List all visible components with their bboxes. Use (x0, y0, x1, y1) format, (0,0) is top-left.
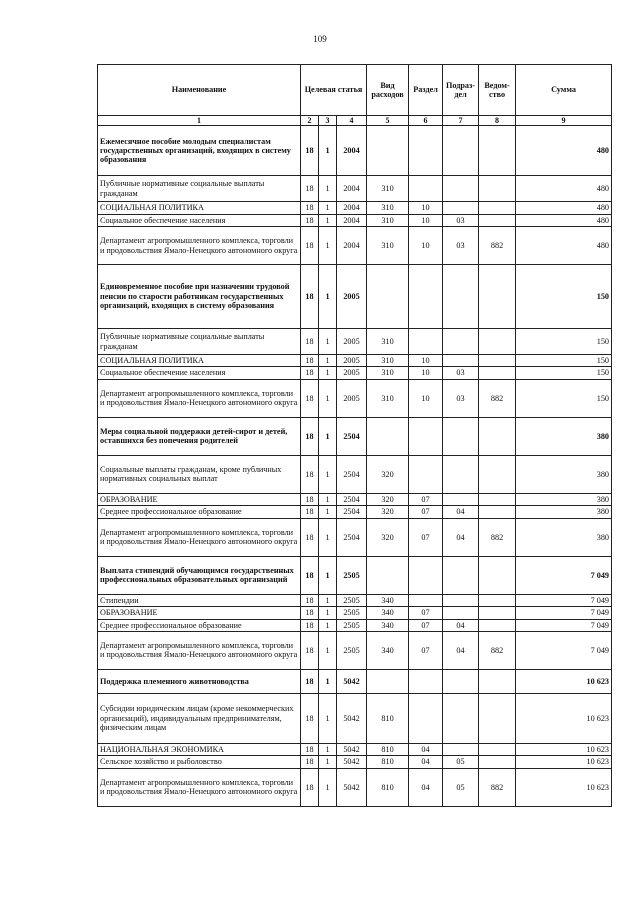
cell-expense-type: 320 (367, 506, 409, 518)
header-section: Раздел (409, 65, 443, 116)
cell-name: Поддержка племенного животноводства (98, 669, 301, 693)
cell-expense-type: 340 (367, 619, 409, 631)
cell-section: 04 (409, 743, 443, 755)
cell-target-program: 18 (301, 631, 319, 669)
cell-department: 882 (479, 768, 516, 806)
cell-sum: 7 049 (516, 594, 612, 606)
cell-expense-type (367, 556, 409, 594)
cell-target-code: 2505 (337, 631, 367, 669)
cell-subsection: 04 (443, 506, 479, 518)
cell-department (479, 214, 516, 226)
cell-target-program: 18 (301, 669, 319, 693)
cell-department: 882 (479, 518, 516, 556)
cell-sum: 10 623 (516, 768, 612, 806)
column-numbers-row (98, 116, 612, 126)
table-row (98, 176, 612, 202)
cell-department (479, 202, 516, 214)
cell-name: Субсидии юридическим лицам (кроме некоммерческих организаций), индивидуальным предпринимателям, физическим лицам (98, 693, 301, 743)
cell-sum: 480 (516, 227, 612, 265)
cell-target-code: 5042 (337, 743, 367, 755)
cell-sum: 7 049 (516, 619, 612, 631)
cell-sum: 480 (516, 202, 612, 214)
cell-name: Социальные выплаты гражданам, кроме публичных нормативных социальных выплат (98, 455, 301, 493)
table-row (98, 202, 612, 214)
cell-department (479, 743, 516, 755)
table-row (98, 743, 612, 755)
cell-expense-type: 310 (367, 355, 409, 367)
cell-target-code: 2004 (337, 126, 367, 176)
cell-expense-type: 340 (367, 631, 409, 669)
cell-sum: 10 623 (516, 743, 612, 755)
cell-target-subprogram: 1 (319, 768, 337, 806)
cell-sum: 150 (516, 355, 612, 367)
cell-sum: 380 (516, 506, 612, 518)
cell-subsection: 03 (443, 214, 479, 226)
cell-section: 04 (409, 768, 443, 806)
table-row (98, 329, 612, 355)
cell-target-code: 2005 (337, 329, 367, 355)
cell-sum: 380 (516, 455, 612, 493)
cell-name: Ежемесячное пособие молодым специалистам государственных организаций, входящих в систему образования (98, 126, 301, 176)
cell-expense-type: 320 (367, 455, 409, 493)
cell-department (479, 556, 516, 594)
cell-target-subprogram: 1 (319, 669, 337, 693)
cell-subsection (443, 176, 479, 202)
cell-target-code: 2005 (337, 265, 367, 329)
header-subsection: Подраз-дел (443, 65, 479, 116)
column-number: 6 (409, 116, 443, 126)
cell-target-program: 18 (301, 607, 319, 619)
cell-section: 07 (409, 607, 443, 619)
cell-target-code: 2504 (337, 506, 367, 518)
cell-sum: 480 (516, 126, 612, 176)
header-department: Ведом-ство (479, 65, 516, 116)
cell-target-code: 2004 (337, 214, 367, 226)
cell-expense-type: 810 (367, 768, 409, 806)
header-sum: Сумма (516, 65, 612, 116)
cell-department (479, 367, 516, 379)
cell-name: ОБРАЗОВАНИЕ (98, 607, 301, 619)
cell-name: Социальное обеспечение населения (98, 214, 301, 226)
cell-target-program: 18 (301, 619, 319, 631)
cell-sum: 150 (516, 379, 612, 417)
table-row (98, 355, 612, 367)
cell-department (479, 417, 516, 455)
cell-sum: 480 (516, 214, 612, 226)
cell-name: Сельское хозяйство и рыболовство (98, 756, 301, 768)
table-row (98, 631, 612, 669)
cell-target-code: 5042 (337, 693, 367, 743)
cell-department (479, 455, 516, 493)
cell-target-program: 18 (301, 126, 319, 176)
cell-department (479, 265, 516, 329)
cell-expense-type: 810 (367, 693, 409, 743)
cell-department (479, 126, 516, 176)
column-number: 3 (319, 116, 337, 126)
table-row (98, 693, 612, 743)
cell-section (409, 126, 443, 176)
cell-expense-type: 340 (367, 594, 409, 606)
cell-name: НАЦИОНАЛЬНАЯ ЭКОНОМИКА (98, 743, 301, 755)
cell-department: 882 (479, 227, 516, 265)
column-number: 9 (516, 116, 612, 126)
cell-subsection (443, 355, 479, 367)
header-name: Наименование (98, 65, 301, 116)
cell-target-subprogram: 1 (319, 329, 337, 355)
cell-department (479, 506, 516, 518)
cell-target-subprogram: 1 (319, 493, 337, 505)
cell-department: 882 (479, 631, 516, 669)
cell-target-subprogram: 1 (319, 379, 337, 417)
cell-subsection (443, 455, 479, 493)
cell-expense-type (367, 669, 409, 693)
cell-subsection (443, 126, 479, 176)
cell-target-code: 2504 (337, 455, 367, 493)
cell-section (409, 594, 443, 606)
cell-section: 07 (409, 619, 443, 631)
cell-target-code: 2004 (337, 202, 367, 214)
cell-target-program: 18 (301, 379, 319, 417)
cell-section (409, 693, 443, 743)
cell-section (409, 556, 443, 594)
cell-target-code: 2504 (337, 417, 367, 455)
cell-sum: 150 (516, 367, 612, 379)
cell-target-subprogram: 1 (319, 607, 337, 619)
cell-expense-type (367, 265, 409, 329)
cell-subsection (443, 265, 479, 329)
table-row (98, 669, 612, 693)
table-row (98, 619, 612, 631)
cell-expense-type (367, 126, 409, 176)
cell-name: Публичные нормативные социальные выплаты гражданам (98, 176, 301, 202)
cell-expense-type: 310 (367, 329, 409, 355)
cell-name: Департамент агропромышленного комплекса, торговли и продовольствия Ямало-Ненецкого автономного округа (98, 631, 301, 669)
cell-department (479, 355, 516, 367)
cell-section (409, 455, 443, 493)
cell-sum: 10 623 (516, 693, 612, 743)
cell-target-program: 18 (301, 176, 319, 202)
cell-target-subprogram: 1 (319, 518, 337, 556)
cell-name: Департамент агропромышленного комплекса, торговли и продовольствия Ямало-Ненецкого автономного округа (98, 768, 301, 806)
cell-sum: 150 (516, 265, 612, 329)
cell-target-subprogram: 1 (319, 631, 337, 669)
cell-target-program: 18 (301, 493, 319, 505)
cell-expense-type: 310 (367, 176, 409, 202)
budget-table (97, 64, 612, 807)
cell-name: СОЦИАЛЬНАЯ ПОЛИТИКА (98, 202, 301, 214)
cell-target-program: 18 (301, 743, 319, 755)
cell-section (409, 417, 443, 455)
cell-subsection (443, 693, 479, 743)
cell-target-subprogram: 1 (319, 265, 337, 329)
cell-target-code: 2504 (337, 493, 367, 505)
table-row (98, 417, 612, 455)
cell-department (479, 669, 516, 693)
cell-department (479, 607, 516, 619)
table-row (98, 607, 612, 619)
cell-target-code: 2005 (337, 379, 367, 417)
table-row (98, 518, 612, 556)
cell-target-program: 18 (301, 329, 319, 355)
cell-target-code: 5042 (337, 756, 367, 768)
cell-target-program: 18 (301, 594, 319, 606)
cell-target-code: 2505 (337, 619, 367, 631)
cell-sum: 380 (516, 518, 612, 556)
cell-section: 10 (409, 355, 443, 367)
cell-sum: 7 049 (516, 607, 612, 619)
cell-department (479, 176, 516, 202)
cell-section (409, 265, 443, 329)
cell-target-code: 2004 (337, 227, 367, 265)
cell-target-program: 18 (301, 518, 319, 556)
cell-sum: 150 (516, 329, 612, 355)
table-row (98, 227, 612, 265)
cell-subsection (443, 493, 479, 505)
cell-target-program: 18 (301, 355, 319, 367)
cell-subsection (443, 329, 479, 355)
cell-name: Выплата стипендий обучающимся государственных профессиональных образовательных организаций (98, 556, 301, 594)
cell-target-subprogram: 1 (319, 455, 337, 493)
cell-target-subprogram: 1 (319, 693, 337, 743)
table-row (98, 379, 612, 417)
table-body (98, 126, 612, 807)
cell-target-subprogram: 1 (319, 202, 337, 214)
cell-section (409, 669, 443, 693)
cell-target-program: 18 (301, 202, 319, 214)
cell-name: Департамент агропромышленного комплекса, торговли и продовольствия Ямало-Ненецкого автономного округа (98, 227, 301, 265)
cell-name: Среднее профессиональное образование (98, 506, 301, 518)
cell-target-program: 18 (301, 693, 319, 743)
cell-target-subprogram: 1 (319, 126, 337, 176)
column-number: 8 (479, 116, 516, 126)
cell-expense-type: 810 (367, 756, 409, 768)
table-row (98, 506, 612, 518)
cell-name: СОЦИАЛЬНАЯ ПОЛИТИКА (98, 355, 301, 367)
cell-expense-type (367, 417, 409, 455)
column-number: 1 (98, 116, 301, 126)
cell-department (479, 756, 516, 768)
cell-expense-type: 320 (367, 493, 409, 505)
cell-section: 10 (409, 367, 443, 379)
cell-subsection (443, 607, 479, 619)
cell-target-subprogram: 1 (319, 619, 337, 631)
cell-expense-type: 310 (367, 379, 409, 417)
cell-name: Социальное обеспечение населения (98, 367, 301, 379)
cell-target-code: 2004 (337, 176, 367, 202)
cell-subsection (443, 556, 479, 594)
cell-name: Стипендии (98, 594, 301, 606)
cell-section: 07 (409, 631, 443, 669)
cell-target-subprogram: 1 (319, 367, 337, 379)
cell-section: 07 (409, 493, 443, 505)
cell-target-program: 18 (301, 556, 319, 594)
cell-target-subprogram: 1 (319, 417, 337, 455)
cell-expense-type: 310 (367, 214, 409, 226)
column-number: 7 (443, 116, 479, 126)
cell-sum: 7 049 (516, 556, 612, 594)
cell-target-program: 18 (301, 756, 319, 768)
cell-subsection: 04 (443, 518, 479, 556)
table-row (98, 265, 612, 329)
cell-target-subprogram: 1 (319, 227, 337, 265)
table-row (98, 594, 612, 606)
cell-subsection: 05 (443, 756, 479, 768)
cell-sum: 10 623 (516, 669, 612, 693)
cell-name: Департамент агропромышленного комплекса, торговли и продовольствия Ямало-Ненецкого автономного округа (98, 379, 301, 417)
column-number: 5 (367, 116, 409, 126)
cell-sum: 10 623 (516, 756, 612, 768)
cell-sum: 7 049 (516, 631, 612, 669)
cell-section: 04 (409, 756, 443, 768)
cell-target-program: 18 (301, 214, 319, 226)
cell-section (409, 176, 443, 202)
cell-subsection (443, 669, 479, 693)
cell-section: 07 (409, 518, 443, 556)
table-row (98, 493, 612, 505)
cell-subsection: 03 (443, 227, 479, 265)
cell-subsection (443, 594, 479, 606)
cell-target-code: 2504 (337, 518, 367, 556)
cell-target-program: 18 (301, 367, 319, 379)
cell-department (479, 493, 516, 505)
cell-section: 10 (409, 379, 443, 417)
cell-subsection: 05 (443, 768, 479, 806)
cell-target-subprogram: 1 (319, 756, 337, 768)
cell-expense-type: 810 (367, 743, 409, 755)
cell-section: 10 (409, 214, 443, 226)
cell-name: Публичные нормативные социальные выплаты гражданам (98, 329, 301, 355)
header-expense: Вид расходов (367, 65, 409, 116)
column-number: 4 (337, 116, 367, 126)
cell-target-subprogram: 1 (319, 556, 337, 594)
cell-subsection (443, 202, 479, 214)
table-row (98, 455, 612, 493)
cell-target-program: 18 (301, 506, 319, 518)
cell-subsection: 03 (443, 379, 479, 417)
cell-subsection: 04 (443, 619, 479, 631)
cell-name: ОБРАЗОВАНИЕ (98, 493, 301, 505)
cell-subsection (443, 743, 479, 755)
cell-expense-type: 320 (367, 518, 409, 556)
cell-target-program: 18 (301, 768, 319, 806)
cell-name: Меры социальной поддержки детей-сирот и детей, оставшихся без попечения родителей (98, 417, 301, 455)
cell-target-code: 2005 (337, 355, 367, 367)
cell-department (479, 594, 516, 606)
cell-subsection: 04 (443, 631, 479, 669)
cell-target-code: 2505 (337, 556, 367, 594)
cell-target-code: 2505 (337, 594, 367, 606)
cell-department (479, 619, 516, 631)
page-number: 109 (313, 34, 327, 44)
cell-section (409, 329, 443, 355)
cell-target-subprogram: 1 (319, 176, 337, 202)
column-number: 2 (301, 116, 319, 126)
cell-target-code: 2505 (337, 607, 367, 619)
cell-subsection (443, 417, 479, 455)
cell-sum: 480 (516, 176, 612, 202)
cell-target-subprogram: 1 (319, 743, 337, 755)
header-target: Целевая статья (301, 65, 367, 116)
header-row (98, 65, 612, 116)
cell-section: 07 (409, 506, 443, 518)
table-row (98, 556, 612, 594)
cell-expense-type: 310 (367, 202, 409, 214)
cell-section: 10 (409, 202, 443, 214)
cell-target-program: 18 (301, 455, 319, 493)
cell-target-program: 18 (301, 265, 319, 329)
cell-target-code: 5042 (337, 669, 367, 693)
cell-section: 10 (409, 227, 443, 265)
cell-target-code: 5042 (337, 768, 367, 806)
cell-target-subprogram: 1 (319, 594, 337, 606)
cell-name: Департамент агропромышленного комплекса, торговли и продовольствия Ямало-Ненецкого автономного округа (98, 518, 301, 556)
cell-target-subprogram: 1 (319, 214, 337, 226)
cell-expense-type: 340 (367, 607, 409, 619)
cell-department (479, 693, 516, 743)
cell-department: 882 (479, 379, 516, 417)
cell-department (479, 329, 516, 355)
cell-expense-type: 310 (367, 227, 409, 265)
cell-name: Единовременное пособие при назначении трудовой пенсии по старости работникам государственных организаций, входящих в систему образования (98, 265, 301, 329)
table-row (98, 126, 612, 176)
table-row (98, 214, 612, 226)
cell-target-subprogram: 1 (319, 355, 337, 367)
cell-target-subprogram: 1 (319, 506, 337, 518)
table-row (98, 756, 612, 768)
table-row (98, 768, 612, 806)
cell-target-code: 2005 (337, 367, 367, 379)
cell-sum: 380 (516, 493, 612, 505)
cell-sum: 380 (516, 417, 612, 455)
cell-name: Среднее профессиональное образование (98, 619, 301, 631)
table-row (98, 367, 612, 379)
cell-expense-type: 310 (367, 367, 409, 379)
cell-target-program: 18 (301, 227, 319, 265)
cell-subsection: 03 (443, 367, 479, 379)
cell-target-program: 18 (301, 417, 319, 455)
